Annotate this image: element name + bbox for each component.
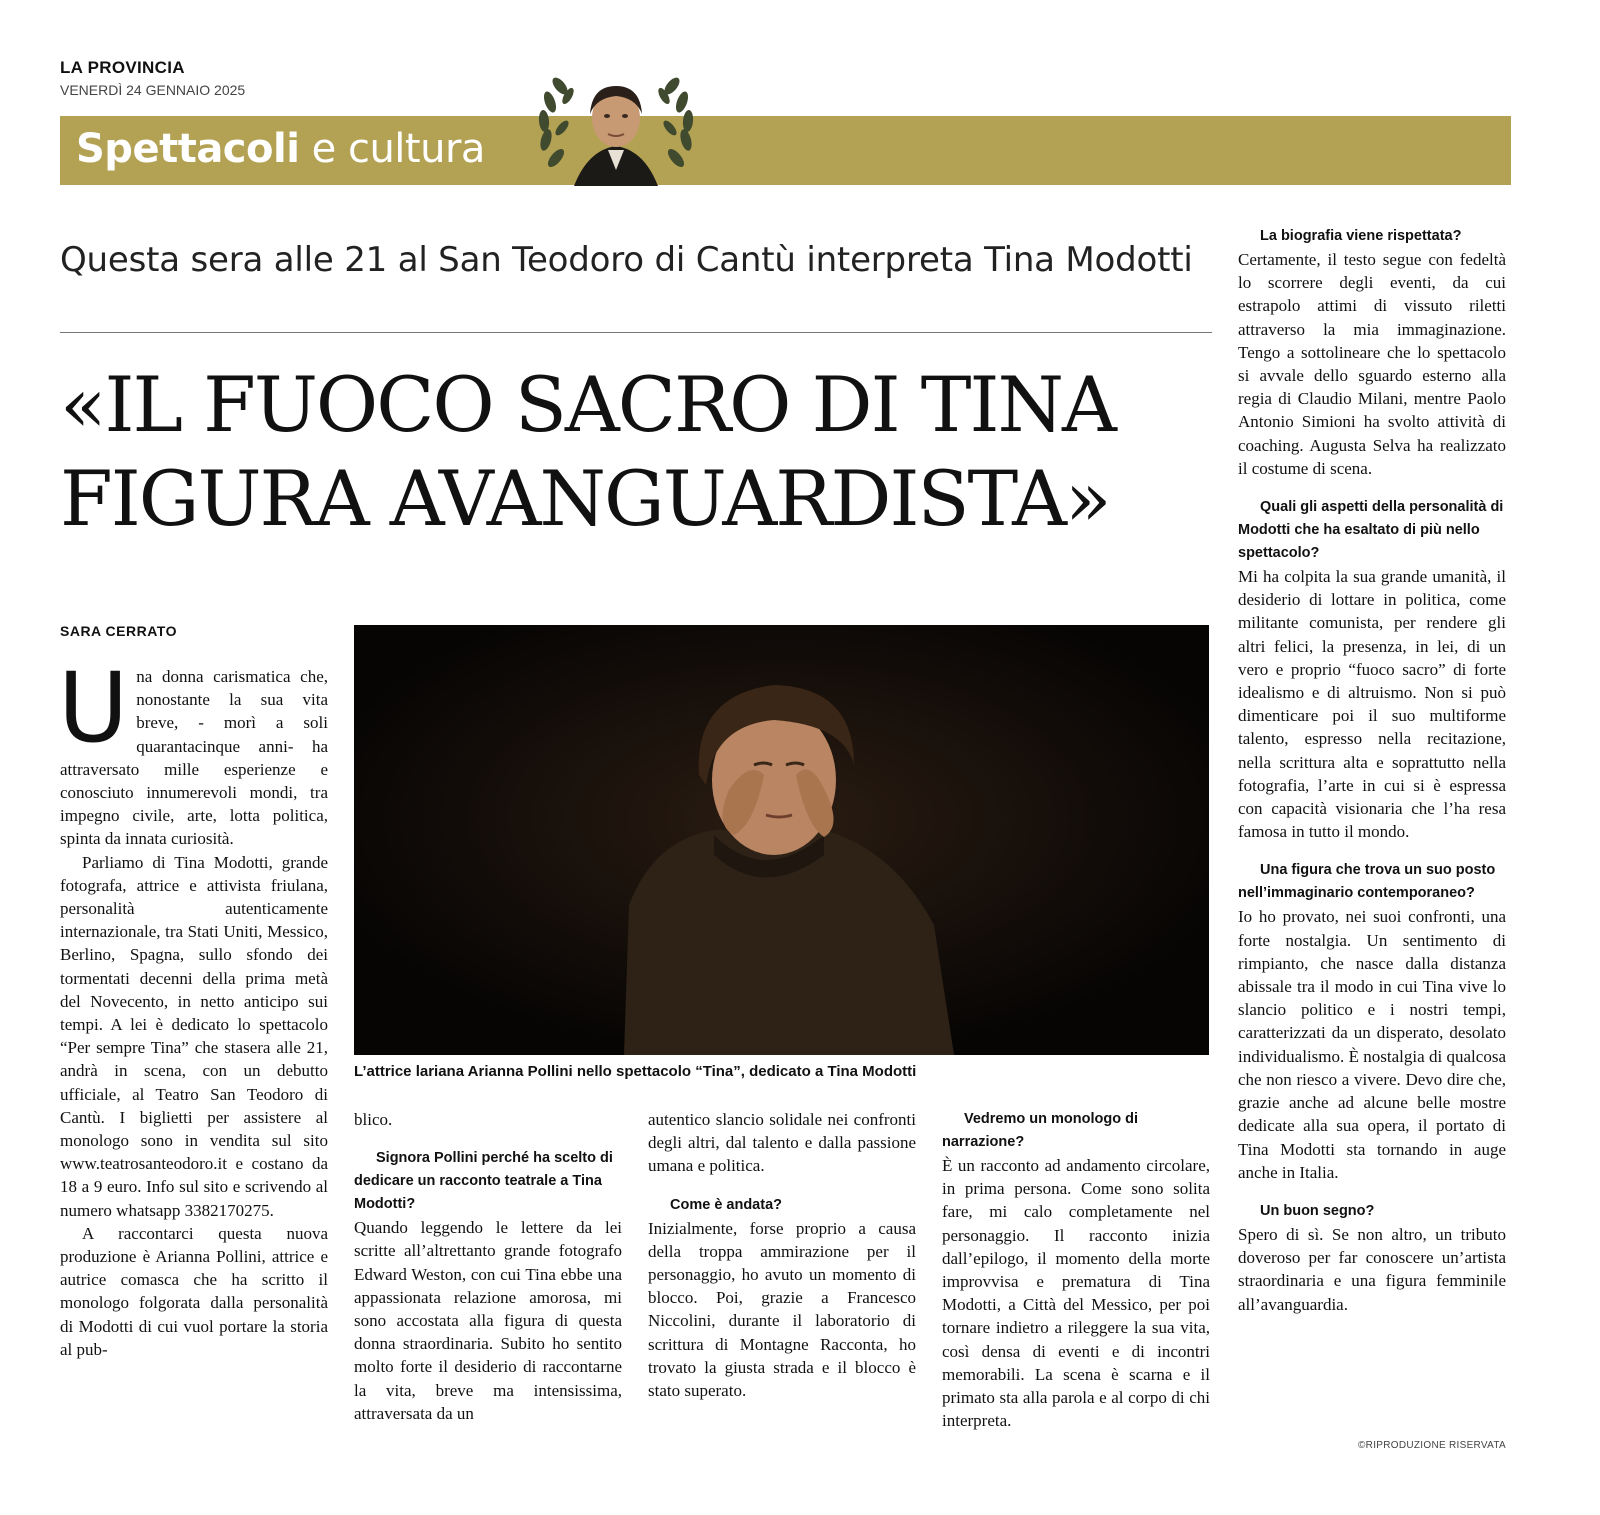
interview-question: Signora Pollini perché ha scelto di dedicare un racconto teatrale a Tina Modotti? <box>354 1150 613 1213</box>
paragraph: Parliamo di Tina Modotti, grande fotografa, attrice e attivista friulana, personalità autenticamente internazionale, tra Stati Uniti, Messico, Berlino, Spagna, sullo sfondo dei tormentati decenni della prima metà del Novecento, in netto anticipo sui tempi. A lei è dedicato lo spettacolo “Per sempre Tina” che stasera alle 21, andrà in scena, con un debutto ufficiale, al Teatro San Teodoro di Cantù. I biglietti per assistere al monologo sono in vendita sul sito www.teatrosanteodoro.it e costano da 18 a 9 euro. Info sul sito e scrivendo al numero whatsapp 3382170275. <box>60 852 328 1220</box>
article-headline <box>60 358 1230 546</box>
column-4 <box>942 1108 1210 1432</box>
interview-answer: Spero di sì. Se non altro, un tributo doveroso per far conoscere un’artista straordinaria e una figura femminile all’avanguardia. <box>1238 1224 1506 1314</box>
article-kicker: Questa sera alle 21 al San Teodoro di Cantù interpreta Tina Modotti <box>60 240 1193 280</box>
interview-answer: Quando leggendo le lettere da lei scritte all’altrettanto grande fotografo Edward Weston, con cui Tina ebbe una appassionata relazione amorosa, mi sono accostata alla figura di questa donna straordinaria. Subito ho sentito molto forte il desiderio di raccontarne la vita, breve ma intensissima, attraversata da un <box>354 1218 622 1423</box>
interview-question: Come è andata? <box>670 1196 782 1213</box>
newspaper-name: LA PROVINCIA <box>60 58 185 77</box>
issue-date: VENERDÌ 24 GENNAIO 2025 <box>60 82 246 98</box>
paragraph <box>58 652 328 851</box>
interview-answer: Io ho provato, nei suoi confronti, una forte nostalgia. Un sentimento di rimpianto, che nasce dalla distanza abissale tra il modo in cui Tina vive lo slancio politico e i nostri tempi, caratterizzati da un disperato, desolato individualismo. È nostalgia di qualcosa che non riesco a vivere. Devo dire che, grazie anche ad alcune belle mostre dedicate alla sua opera, il portato di Tina Modotti sta tornando in auge anche in Italia. <box>1238 907 1506 1182</box>
column-5 <box>1238 225 1506 1316</box>
section-title-bold: Spettacoli <box>76 126 300 172</box>
paragraph: autentico slancio solidale nei confronti degli altri, dal talento e dalla passione umana e politica. <box>648 1110 916 1176</box>
column-2 <box>354 1108 622 1425</box>
interview-question: Quali gli aspetti della personalità di Modotti che ha esaltato di più nello spettacolo? <box>1238 499 1504 562</box>
section-title-rest: e cultura <box>299 126 485 172</box>
interview-question: La biografia viene rispettata? <box>1260 228 1462 244</box>
byline: SARA CERRATO <box>60 623 177 639</box>
column-3 <box>648 1108 916 1402</box>
paragraph: blico. <box>354 1110 393 1129</box>
interview-answer: È un racconto ad andamento circolare, in prima persona. Come sono solita fare, mi calo completamente nel personaggio. Il racconto inizia dall’epilogo, il momento della morte improvvisa e prematura di Tina Modotti, a Città del Messico, per poi tornare indietro a rileggere la sua vita, così densa di eventi e di incontri memorabili. La scena è scarna e il primato sta alla parola e al corpo di chi interpreta. <box>942 1156 1210 1431</box>
interview-question: Un buon segno? <box>1260 1202 1375 1219</box>
article-photo <box>354 625 1209 1055</box>
photo-caption: L’attrice lariana Arianna Pollini nello spettacolo “Tina”, dedicato a Tina Modotti <box>354 1063 917 1080</box>
section-title <box>76 126 485 172</box>
interview-question: Vedremo un monologo di narrazione? <box>942 1111 1138 1150</box>
interview-answer: Mi ha colpita la sua grande umanità, il desiderio di lottare in politica, come militante comunista, per rendere gli altri felici, la presenza, in lei, di un vero e proprio “fuoco sacro” di forte idealismo e di altruismo. Non si può dimenticare poi il suo multiforme talento, espresso nella recitazione, nella scrittura alta e soprattutto nella fotografia, l’arte in cui si è espressa con capacità visionaria che l’ha resa famosa in tutto il mondo. <box>1238 567 1506 842</box>
divider-rule <box>60 332 1212 333</box>
headline-line-2: FIGURA AVANGUARDISTA» <box>60 454 1110 543</box>
interview-answer: Certamente, il testo segue con fedeltà lo scorrere degli eventi, da cui estrapolo attimi di vissuto riletti attraverso la mia immaginazione. Tengo a sottolineare che lo spettacolo si avvale dello sguardo esterno alla regia di Claudio Milani, mentre Paolo Antonio Simioni ha svolto attività di coaching. Augusta Selva ha realizzato il costume di scena. <box>1238 250 1506 478</box>
paragraph: A raccontarci questa nuova produzione è Arianna Pollini, attrice e autrice comasca che ha scritto il monologo folgorata dalla personalità di Modotti di cui vuol portare la storia al pub- <box>60 1223 328 1359</box>
interview-question: Una figura che trova un suo posto nell’immaginario contemporaneo? <box>1238 862 1496 902</box>
section-logo-portrait <box>528 66 704 186</box>
paragraph-text: na donna carismatica che, nonostante la sua vita breve, - morì a soli quarantacinque anni- ha attraversato mille esperienze e conosciuto innumerevoli mondi, tra impegno civile, arte, lotta politica, spinta da innata curiosità. <box>60 667 328 849</box>
portrait-figure-icon <box>574 86 658 186</box>
interview-answer: Inizialmente, forse proprio a causa della troppa ammirazione per il personaggio, ho avuto un momento di blocco. Poi, grazie a Francesco Niccolini, durante il laboratorio di scrittura di Montagne Racconta, ho trovato la giusta strada e il blocco è stato superato. <box>648 1218 916 1401</box>
drop-cap: U <box>58 652 129 764</box>
headline-line-1: «IL FUOCO SACRO DI TINA <box>60 360 1115 449</box>
actress-photo-illustration <box>354 625 1209 1055</box>
column-1 <box>58 652 328 1361</box>
copyright-notice: ©RIPRODUZIONE RISERVATA <box>1358 1440 1506 1451</box>
